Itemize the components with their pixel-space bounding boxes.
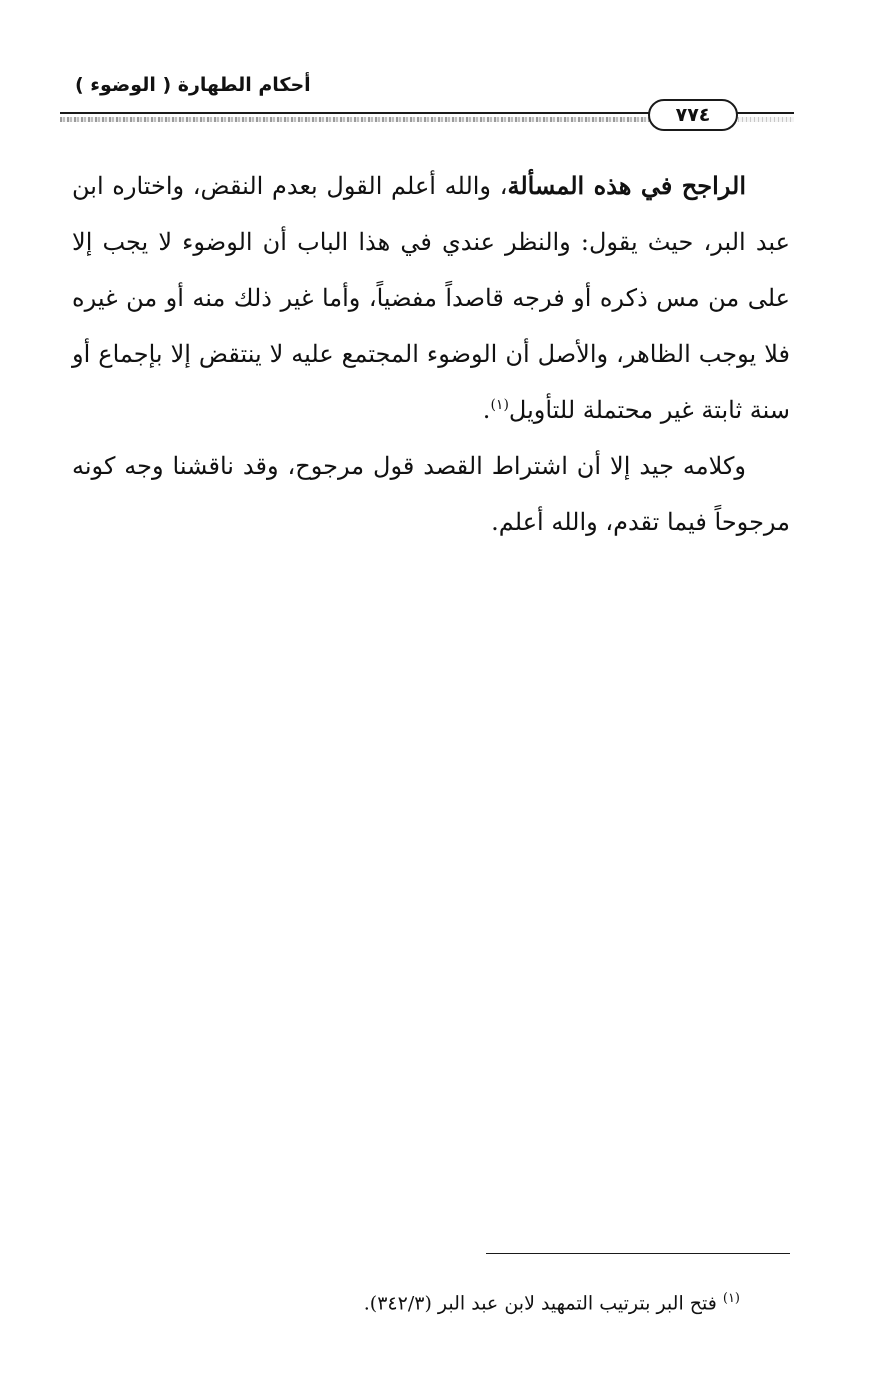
paragraph-2: وكلامه جيد إلا أن اشتراط القصد قول مرجوح، وقد ناقشنا وجه كونه مرجوحاً فيما تقدم، والله أعلم. [72,452,790,536]
footnote-rule [486,1253,790,1254]
header-rule-texture [60,117,655,122]
page-number: ٧٧٤ [648,99,738,131]
footnote-marker: (١) [722,1291,740,1306]
main-text [72,158,790,550]
footnote-reference[interactable]: (١) [490,397,509,413]
paragraph-1-end: . [482,396,491,424]
footnote [200,1284,740,1318]
footnote-text: فتح البر بترتيب التمهيد لابن عبد البر (٣٤٢/٣). [363,1292,717,1315]
header-rule-texture-right [734,117,794,122]
page-header [60,70,794,130]
book-title: أحكام الطهارة ( الوضوء ) [75,74,311,96]
paragraph-1 [72,158,790,438]
paragraph-lead: الراجح في هذه المسألة [507,171,746,200]
paragraph-1-text: ، والله أعلم القول بعدم النقض، واختاره ابن عبد البر، حيث يقول: والنظر عندي في هذا الباب أن الوضوء لا يجب إلا على من مس ذكره أو فرجه قاصداً مفضياً، وأما غير ذلك منه أو من غيره فلا يوجب الظاهر، والأصل أن الوضوء المجتمع عليه لا ينتقض إلا بإجماع أو سنة ثابتة غير محتملة للتأويل [72,172,790,424]
